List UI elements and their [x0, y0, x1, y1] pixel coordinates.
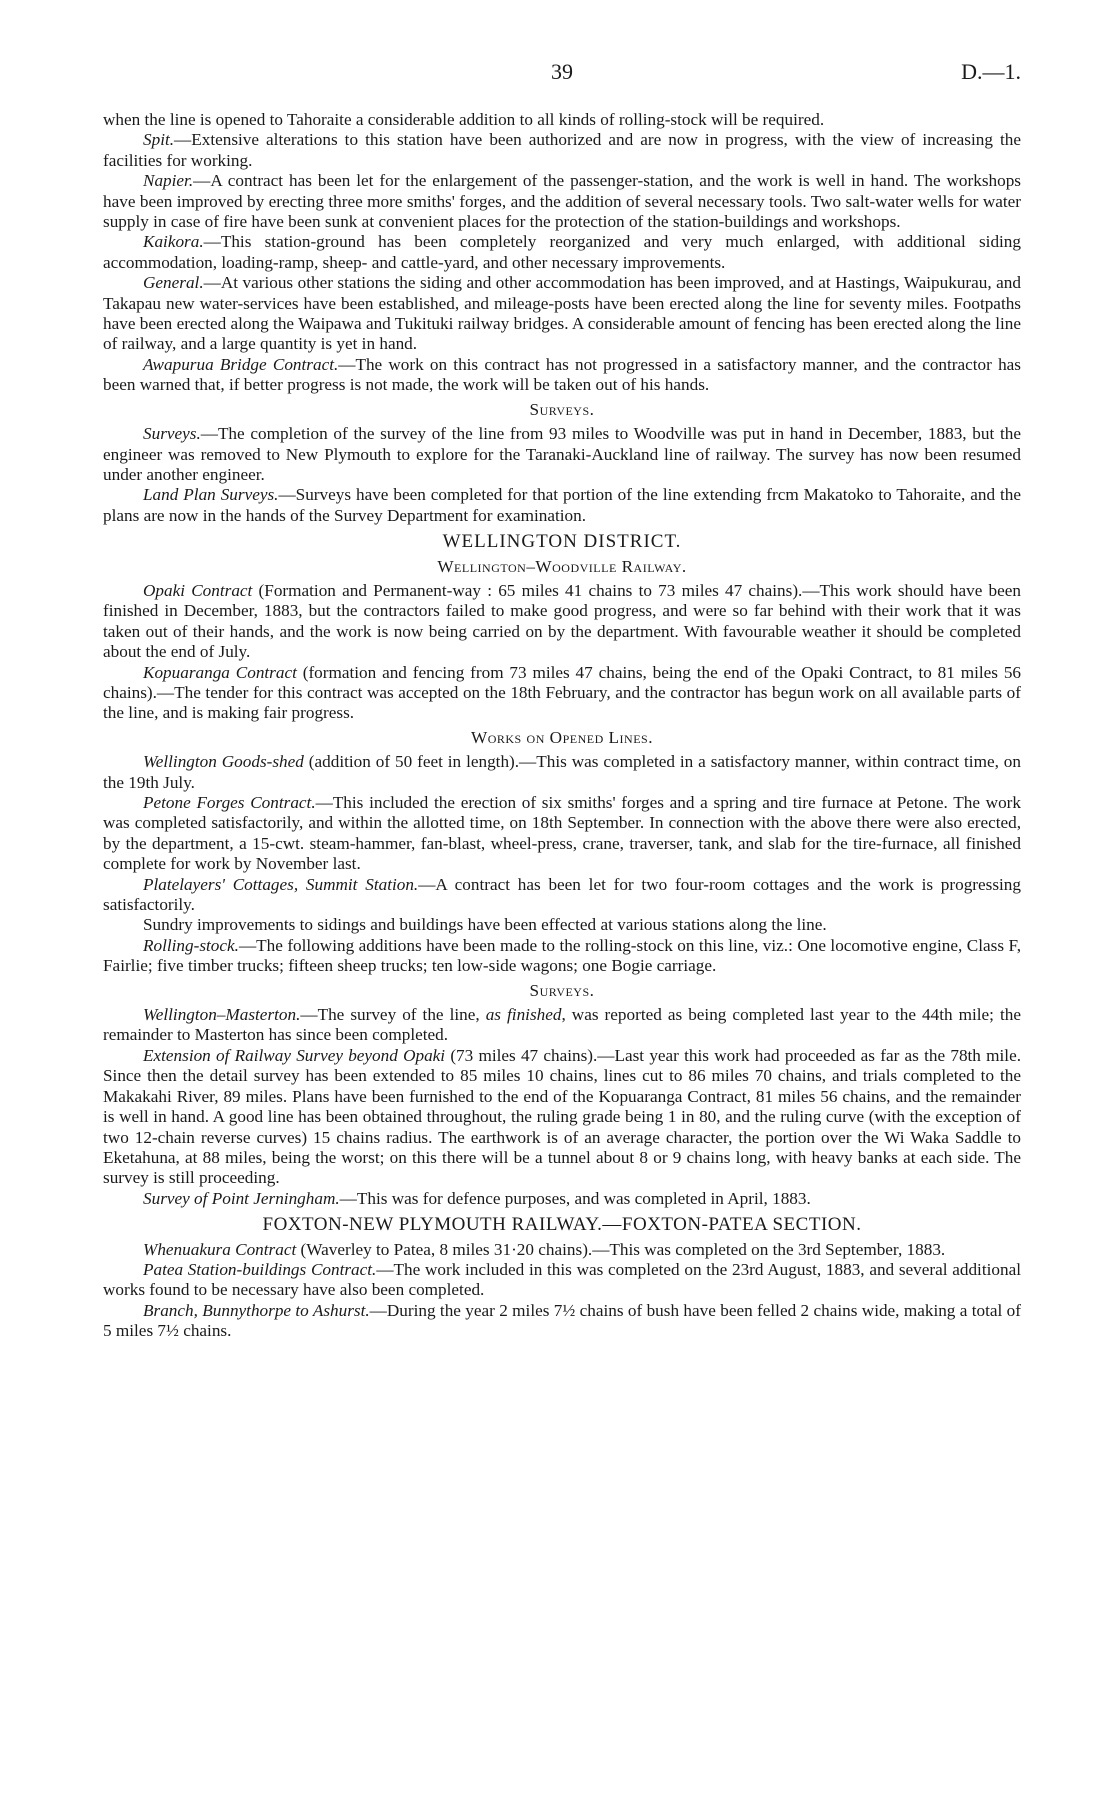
- paragraph-lead: General.: [143, 273, 204, 293]
- section-heading-surveys-2: Surveys.: [529, 980, 595, 1000]
- paragraph-lead: Land Plan Surveys.: [143, 485, 279, 505]
- paragraph-land-plan-surveys: Land Plan Surveys.—Surveys have been completed for that portion of the line extending frcm Makatoko to Tahoraite, and the plans are now in the hands of the Survey Department for examination.: [103, 485, 1021, 525]
- paragraph-lead: Whenuakura Contract: [143, 1239, 297, 1259]
- paragraph-kaikora: Kaikora.—This station-ground has been completely reorganized and very much enlarged, with additional siding accommodation, loading-ramp, sheep- and cattle-yard, and other necessary improvements.: [103, 232, 1021, 272]
- document-page: [103, 59, 1022, 1342]
- paragraph-lead: Petone Forges Contract.: [143, 793, 316, 812]
- paragraph-sundry-improvements: Sundry improvements to sidings and buildings have been effected at various stations along the line.: [143, 915, 827, 935]
- paragraph-goods-shed: Wellington Goods-shed (addition of 50 feet in length).—This was completed in a satisfactory manner, within contract time, on the 19th July.: [103, 752, 1021, 792]
- paragraph-platelayers-cottages: Platelayers' Cottages, Summit Station.—A contract has been let for two four-room cottages and the work is progressing satisfactorily.: [103, 874, 1021, 915]
- page-number: 39: [551, 59, 573, 84]
- paragraph-lead: Patea Station-buildings Contract.: [143, 1259, 377, 1279]
- paragraph-lead: Survey of Point Jerningham.: [143, 1188, 340, 1208]
- paragraph-general: General.—At various other stations the siding and other accommodation has been improved, and at Hastings, Waipukurau, and Takapau new water-services have been established, and mileage-posts have been erected along the line for seventy miles. Footpaths have been erected along the Waipawa and Tukituki railway bridges. A considerable amount of fencing has been erected along the line of railway, and a large quantity is yet in hand.: [103, 273, 1021, 354]
- section-heading-works: Works on Opened Lines.: [471, 727, 653, 747]
- paragraph-petone-forges: Petone Forges Contract.—This included the erection of six smiths' forges and a spring and tire furnace at Petone. The work was completed satisfactorily, and within the allotted time, on 18th September. In connection with the above there were also erected, by the department, a 15-cwt. steam-hammer, fan-blast, wheel-press, crane, traverser, tank, and slab for the tire-furnace, all finished complete for work by November last.: [103, 793, 1021, 874]
- emphasis-text: as finished: [485, 1005, 562, 1025]
- page-header: [103, 59, 1021, 110]
- paragraph-patea-station: Patea Station-buildings Contract.—The work included in this was completed on the 23rd August, 1883, and several additional works found to be necessary have also been completed.: [103, 1259, 1021, 1300]
- paragraph-lead: Wellington–Masterton.: [143, 1005, 301, 1025]
- paragraph-surveys: Surveys.—The completion of the survey of the line from 93 miles to Woodville was put in hand in December, 1883, but the engineer was removed to New Plymouth to explore for the Taranaki-Auckland line of railway. The survey has now been resumed under another engineer.: [103, 424, 1021, 484]
- document-reference: D.—1.: [961, 59, 1021, 84]
- foxton-section-heading: FOXTON-NEW PLYMOUTH RAILWAY.—FOXTON-PATEA SECTION.: [262, 1214, 862, 1236]
- paragraph-lead: Platelayers' Cottages, Summit Station.: [143, 874, 419, 894]
- paragraph-bunnythorpe-branch: Branch, Bunnythorpe to Ashurst.—During the year 2 miles 7½ chains of bush have been felled 2 chains wide, making a total of 5 miles 7½ chains.: [103, 1300, 1021, 1341]
- paragraph-lead: Napier.: [143, 171, 194, 191]
- paragraph-lead: Spit.: [143, 130, 175, 150]
- paragraph-point-jerningham: Survey of Point Jerningham.—This was for defence purposes, and was completed in April, 1883.: [143, 1188, 811, 1208]
- paragraph-lead: Branch, Bunnythorpe to Ashurst.: [143, 1300, 370, 1320]
- paragraph-lead: Kopuaranga Contract: [143, 662, 297, 682]
- paragraph-lead: Surveys.: [143, 424, 201, 444]
- paragraph-rolling-stock-intro: when the line is opened to Tahoraite a considerable addition to all kinds of rolling-stock will be required.: [103, 110, 825, 129]
- paragraph-lead: Kaikora.: [143, 232, 204, 252]
- paragraph-extension-survey: Extension of Railway Survey beyond Opaki (73 miles 47 chains).—Last year this work had proceeded as far as the 78th mile. Since then the detail survey has been extended to 85 miles 10 chains, lines cut to 86 miles 70 chains, and trials completed to the Makakahi River, 89 miles. Plans have been furnished to the end of the Kopuaranga Contract, 81 miles 56 chains, and the remainder is well in hand. A good line has been obtained throughout, the ruling grade being 1 in 80, and the ruling curve (with the exception of two 12-chain reverse curves) 15 chains radius. The earthwork is of an average character, the portion over the Wi Waka Saddle to Eketahuna, at 88 miles, being the worst; on this there will be a tunnel about 8 or 9 chains long, with heavy banks at each side. The survey is still proceeding.: [103, 1045, 1021, 1188]
- district-heading: WELLINGTON DISTRICT.: [442, 531, 682, 553]
- paragraph-awapurua: Awapurua Bridge Contract.—The work on this contract has not progressed in a satisfactory manner, and the contractor has been warned that, if better progress is not made, the work will be taken out of his hands.: [103, 354, 1021, 395]
- paragraph-lead: Rolling-stock.: [143, 935, 239, 955]
- section-heading-surveys: Surveys.: [529, 399, 595, 419]
- paragraph-lead: Wellington Goods-shed: [143, 752, 304, 772]
- paragraph-lead: Extension of Railway Survey beyond Opaki: [143, 1045, 446, 1065]
- paragraph-napier: Napier.—A contract has been let for the enlargement of the passenger-station, and the work is well in hand. The workshops have been improved by erecting three more smiths' forges, and the addition of several necessary tools. Two salt-water wells for water supply in case of fire have been sunk at convenient places for the protection of the station-buildings and workshops.: [103, 171, 1021, 232]
- paragraph-spit: Spit.—Extensive alterations to this station have been authorized and are now in progress, with the view of increasing the facilities for working.: [103, 130, 1021, 170]
- paragraph-lead: Opaki Contract: [143, 580, 253, 600]
- paragraph-rolling-stock: Rolling-stock.—The following additions have been made to the rolling-stock on this line, viz.: One locomotive engine, Class F, Fairlie; five timber trucks; fifteen sheep trucks; ten low-side wagons; one Bogie carriage.: [103, 935, 1021, 976]
- paragraph-opaki-contract: Opaki Contract (Formation and Permanent-way : 65 miles 41 chains to 73 miles 47 chains).—This work should have been finished in December, 1883, but the contractors failed to make good progress, and were so far behind with their work that it was taken out of their hands, and the work is now being carried on by the department. With favourable weather it should be completed about the end of July.: [103, 580, 1021, 662]
- paragraph-wellington-masterton: Wellington–Masterton.—The survey of the line, as finished, was reported as being completed last year to the 44th mile; the remainder to Masterton has since been completed.: [103, 1005, 1021, 1045]
- paragraph-kopuaranga-contract: Kopuaranga Contract (formation and fencing from 73 miles 47 chains, being the end of the Opaki Contract, to 81 miles 56 chains).—The tender for this contract was accepted on the 18th February, and the contractor has begun work on all available parts of the line, and is making fair progress.: [103, 662, 1022, 723]
- paragraph-whenuakura-contract: Whenuakura Contract (Waverley to Patea, 8 miles 31·20 chains).—This was completed on the 3rd September, 1883.: [143, 1239, 946, 1259]
- paragraph-lead: Awapurua Bridge Contract.: [143, 354, 339, 374]
- railway-heading: Wellington–Woodville Railway.: [437, 556, 687, 576]
